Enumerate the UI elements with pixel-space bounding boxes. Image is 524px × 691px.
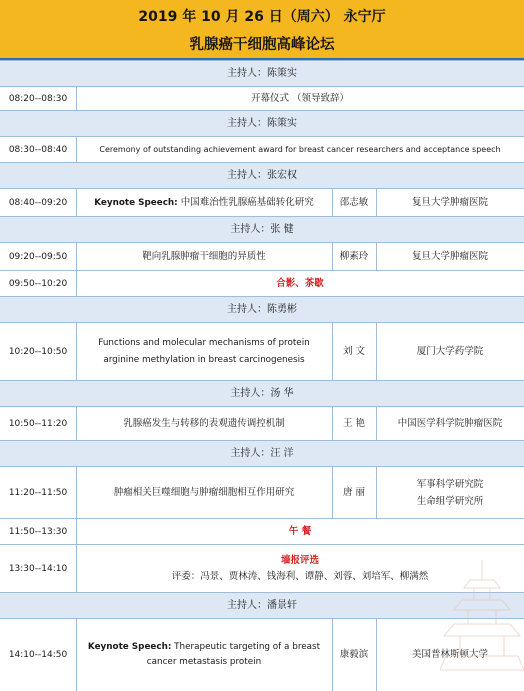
session-time: 10:50--11:20 (8, 418, 68, 429)
poster-title: 墙报评选 (280, 554, 319, 566)
pagoda-decoration-icon (440, 540, 524, 691)
session-time: 11:20--11:50 (8, 487, 68, 498)
session-row (0, 466, 524, 518)
session-org: 复旦大学肿瘤医院 (411, 250, 488, 262)
host-label: 主持人：汪 洋 (230, 447, 294, 459)
session-time: 14:10--14:50 (8, 650, 68, 660)
session-time: 13:30--14:10 (8, 563, 68, 574)
topic-text: 中国难治性乳腺癌基础转化研究 (180, 196, 314, 208)
schedule-date: 2019 年 10 月 26 日（周六） 永宁厅 (138, 9, 386, 25)
host-row (0, 110, 524, 136)
topic-line: cancer metastasis protein (146, 657, 262, 667)
session-row (0, 406, 524, 440)
session-org (376, 467, 524, 518)
session-speaker: 康毅滨 (339, 649, 369, 660)
session-org: 中国医学科学院肿瘤医院 (397, 417, 503, 429)
keynote-label: Keynote Speech: (94, 197, 178, 208)
session-time: 08:40--09:20 (8, 197, 68, 208)
session-org: 复旦大学肿瘤医院 (411, 196, 488, 208)
topic-line: Functions and molecular mechanisms of protein (98, 337, 310, 348)
session-topic: Ceremony of outstanding achievement award for breast cancer researchers and acceptance speech (99, 144, 501, 154)
session-org: 厦门大学药学院 (416, 345, 484, 357)
session-time: 09:50--10:20 (8, 278, 68, 289)
host-row (0, 380, 524, 406)
session-speaker: 邵志敏 (339, 196, 369, 208)
session-topic: 肿瘤相关巨噬细胞与肿瘤细胞相互作用研究 (113, 486, 295, 498)
session-row (0, 242, 524, 270)
host-row (0, 216, 524, 242)
session-row (0, 188, 524, 216)
session-time: 11:50--13:30 (8, 526, 68, 537)
host-label: 主持人：张 健 (230, 223, 294, 235)
topic-text: Therapeutic targeting of a breast (174, 642, 321, 652)
host-label: 主持人：汤 华 (230, 387, 294, 399)
host-label: 主持人：潘景轩 (227, 599, 297, 611)
org-line: 军事科学研究院 (416, 478, 484, 490)
host-label: 主持人：陈勇彬 (227, 303, 297, 315)
host-row (0, 296, 524, 322)
session-row (0, 136, 524, 162)
keynote-label: Keynote Speech: (87, 642, 172, 652)
host-row (0, 440, 524, 466)
session-row (0, 86, 524, 110)
session-time: 08:20--08:30 (8, 93, 68, 104)
schedule-header (0, 0, 524, 58)
host-row (0, 162, 524, 188)
host-row (0, 60, 524, 86)
session-topic: 靶向乳腺肿瘤干细胞的异质性 (142, 250, 266, 262)
session-speaker: 唐 丽 (342, 486, 366, 498)
session-topic: 开幕仪式 （领导致辞） (250, 92, 350, 104)
session-time: 10:20--10:50 (8, 346, 68, 357)
topic-line: arginine methylation in breast carcinogenesis (103, 354, 305, 365)
session-speaker: 刘 文 (342, 345, 366, 357)
session-org: 美国普林斯顿大学 (411, 649, 488, 660)
host-label: 主持人：张宏权 (227, 169, 297, 181)
lunch-topic: 午 餐 (288, 525, 312, 537)
forum-title: 乳腺癌干细胞高峰论坛 (189, 37, 335, 53)
session-topic (76, 323, 332, 380)
host-label: 主持人：陈策实 (227, 117, 297, 129)
session-topic (76, 619, 332, 691)
host-label: 主持人：陈策实 (227, 67, 297, 79)
session-time: 08:30--08:40 (8, 144, 68, 155)
session-row (0, 322, 524, 380)
session-speaker: 王 艳 (342, 417, 366, 429)
session-topic (76, 189, 332, 216)
session-speaker: 柳素玲 (339, 250, 369, 262)
session-topic: 乳腺癌发生与转移的表观遗传调控机制 (123, 417, 285, 429)
break-topic: 合影、茶歇 (276, 277, 324, 289)
session-time: 09:20--09:50 (8, 251, 68, 262)
break-row (0, 270, 524, 296)
org-line: 生命组学研究所 (416, 495, 484, 507)
topic-line (88, 640, 320, 655)
judges-list: 评委：冯景、贾林涛、钱海利、谭静、刘蓉、刘培军、柳满然 (171, 570, 429, 582)
